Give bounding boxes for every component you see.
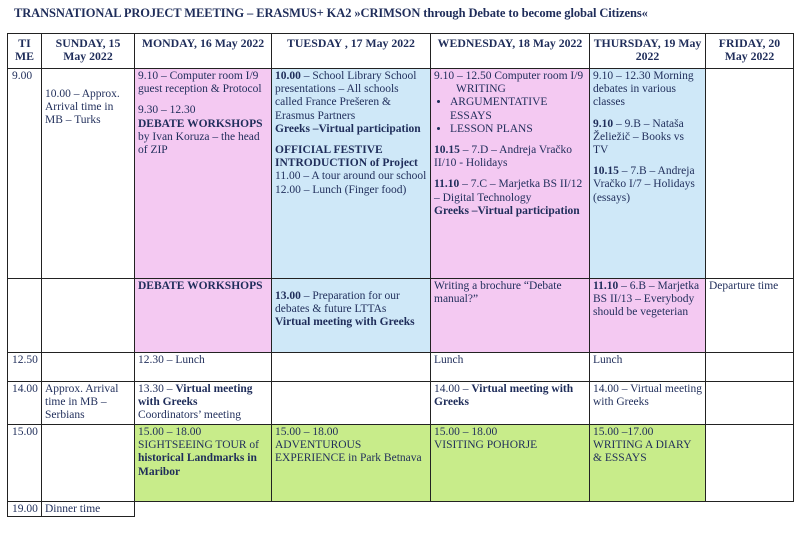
table-row	[8, 353, 794, 382]
time-cell	[8, 279, 42, 353]
wednesday-time: 14.00 –	[434, 383, 472, 395]
empty-cell	[135, 502, 272, 517]
tuesday-presentations-text: – School Library School presentations – All schools called France Prešeren & Erasmus Partners	[275, 70, 417, 122]
tuesday-time: 10.00	[275, 70, 301, 82]
sunday-arrival-turks: 10.00 – Approx. Arrival time in MB – Turks	[45, 88, 120, 127]
monday-morning-cell	[135, 69, 272, 279]
friday-tour-cell	[706, 425, 794, 502]
thursday-time: 10.15	[593, 165, 619, 178]
thursday-morning-cell	[590, 69, 706, 279]
wednesday-virtual-meeting: Virtual meeting with Greeks	[434, 383, 574, 409]
header-friday: FRIDAY, 20 May 2022	[706, 34, 794, 69]
time-cell: 12.50	[8, 353, 42, 382]
monday-sightseeing-text: SIGHTSEEING TOUR of	[138, 439, 259, 452]
friday-midday-cell	[706, 279, 794, 353]
thursday-lunch: Lunch	[593, 354, 623, 366]
tuesday-time: 15.00 – 18.00	[275, 426, 339, 438]
header-row	[8, 34, 794, 69]
sunday-dinner-cell	[42, 502, 135, 517]
tuesday-morning-cell	[272, 69, 431, 279]
time-cell: 15.00	[8, 425, 42, 502]
sunday-arrival-serbians: Approx. Arrival time in MB – Serbians	[45, 383, 119, 422]
wednesday-writing-list	[434, 96, 586, 136]
empty-cell	[590, 502, 706, 517]
tuesday-virtual-meeting: Virtual meeting with Greeks	[275, 316, 415, 329]
monday-lunch: 12.30 – Lunch	[138, 354, 205, 366]
thursday-time: 11.10	[593, 280, 619, 292]
friday-morning-cell	[706, 69, 794, 279]
wednesday-writing: WRITING	[456, 83, 506, 96]
monday-virtual-meeting: Virtual meeting with Greeks	[138, 383, 253, 409]
wednesday-tour-cell	[431, 425, 590, 502]
monday-debate-workshops: DEBATE WORKSHOPS	[138, 117, 263, 130]
tuesday-tour-text: 11.00 – A tour around our school	[275, 170, 427, 183]
tuesday-adventurous-text: ADVENTUROUS EXPERIENCE in Park Betnava	[275, 439, 422, 465]
friday-afternoon-cell	[706, 382, 794, 425]
header-tuesday: TUESDAY , 17 May 2022	[272, 34, 431, 69]
time-cell: 14.00	[8, 382, 42, 425]
list-item: • LESSON PLANS	[450, 123, 586, 136]
wednesday-lunch-cell	[431, 353, 590, 382]
tuesday-midday-cell	[272, 279, 431, 353]
monday-time: 9.10	[138, 70, 159, 82]
empty-cell	[706, 502, 794, 517]
thursday-midday-cell	[590, 279, 706, 353]
thursday-afternoon-cell	[590, 382, 706, 425]
thursday-time: 9.10	[593, 117, 614, 130]
sunday-lunch-cell	[42, 353, 135, 382]
wednesday-lunch: Lunch	[434, 354, 464, 366]
thursday-books-text: – 9.B – Nataša Želiežič – Books vs TV	[593, 117, 685, 157]
sunday-dinner: Dinner time	[45, 503, 101, 515]
wednesday-time: 9.10 – 12.50 Computer room I/9	[434, 70, 584, 82]
wednesday-morning-cell	[431, 69, 590, 279]
wednesday-midday-cell	[431, 279, 590, 353]
header-monday: MONDAY, 16 May 2022	[135, 34, 272, 69]
thursday-vegeterian-text: – 6.B – Marjetka BS II/13 – Everybody should be vegeterian	[593, 280, 700, 319]
header-wednesday: WEDNESDAY, 18 May 2022	[431, 34, 590, 69]
tuesday-lunch-cell	[272, 353, 431, 382]
monday-time: 13.30 –	[138, 383, 176, 395]
wednesday-greeks-virtual: Greeks –Virtual participation	[434, 204, 580, 217]
thursday-morning-debates: 9.10 – 12.30 Morning debates in various classes	[593, 70, 694, 109]
monday-time: 15.00 – 18.00	[138, 426, 202, 438]
thursday-tour-cell	[590, 425, 706, 502]
header-sunday: SUNDAY, 15 May 2022	[42, 34, 135, 69]
monday-lunch-cell	[135, 353, 272, 382]
thursday-diary-text: WRITING A DIARY & ESSAYS	[593, 439, 691, 465]
thursday-time: 15.00 –17.00	[593, 426, 654, 438]
table-row	[8, 69, 794, 279]
empty-cell	[272, 502, 431, 517]
monday-debate-workshops: DEBATE WORKSHOPS	[138, 280, 263, 292]
sunday-afternoon-cell	[42, 382, 135, 425]
wednesday-pohorje-text: VISITING POHORJE	[434, 439, 538, 452]
tuesday-time: 13.00	[275, 290, 301, 302]
tuesday-greeks-virtual: Greeks –Virtual participation	[275, 122, 421, 135]
monday-coordinators-meeting: Coordinators’ meeting	[138, 409, 241, 422]
table-row	[8, 382, 794, 425]
header-time: TI ME	[8, 34, 42, 69]
time-cell: 19.00	[8, 502, 42, 517]
wednesday-time: 11.10	[434, 178, 460, 191]
monday-afternoon-cell	[135, 382, 272, 425]
thursday-holidays-text: – 7.B – Andreja Vračko I/7 – Holidays (essays)	[593, 165, 695, 204]
tuesday-preparation-text: – Preparation for our debates & future LTTAs	[275, 290, 400, 316]
table-row	[8, 425, 794, 502]
sunday-tour-cell	[42, 425, 135, 502]
sunday-midday-cell	[42, 279, 135, 353]
tuesday-lunch-text: 12.00 – Lunch (Finger food)	[275, 183, 407, 196]
monday-tour-cell	[135, 425, 272, 502]
wednesday-time: 15.00 – 18.00	[434, 426, 498, 438]
empty-cell	[431, 502, 590, 517]
thursday-lunch-cell	[590, 353, 706, 382]
wednesday-afternoon-cell	[431, 382, 590, 425]
table-row	[8, 279, 794, 353]
friday-departure: Departure time	[709, 280, 779, 292]
sunday-morning-cell	[42, 69, 135, 279]
monday-reception-text: – Computer room I/9 guest reception & Protocol	[138, 70, 262, 96]
list-item: • ARGUMENTATIVE ESSAYS	[450, 96, 586, 122]
thursday-virtual-meeting: 14.00 – Virtual meeting with Greeks	[593, 383, 702, 409]
monday-landmarks: historical Landmarks in Maribor	[138, 452, 257, 478]
wednesday-holidays-text: – 7.D – Andreja Vračko II/10 - Holidays	[434, 144, 573, 170]
monday-workshop-text: by Ivan Koruza – the head of ZIP	[138, 130, 260, 157]
tuesday-afternoon-cell	[272, 382, 431, 425]
tuesday-tour-cell	[272, 425, 431, 502]
header-thursday: THURSDAY, 19 May 2022	[590, 34, 706, 69]
monday-midday-cell	[135, 279, 272, 353]
time-cell: 9.00	[8, 69, 42, 279]
tuesday-official-introduction: OFFICIAL FESTIVE INTRODUCTION of Project	[275, 144, 418, 170]
schedule-table	[7, 33, 794, 517]
table-row	[8, 502, 794, 517]
friday-lunch-cell	[706, 353, 794, 382]
page-title: TRANSNATIONAL PROJECT MEETING – ERASMUS+ KA2 »CRIMSON through Debate to become global Citizens«	[14, 6, 648, 20]
monday-time: 9.30 – 12.30	[138, 104, 196, 117]
wednesday-time: 10.15	[434, 144, 460, 157]
wednesday-digital-text: – 7.C – Marjetka BS II/12 – Digital Technology	[434, 178, 583, 204]
wednesday-brochure-text: Writing a brochure “Debate manual?”	[434, 280, 562, 306]
